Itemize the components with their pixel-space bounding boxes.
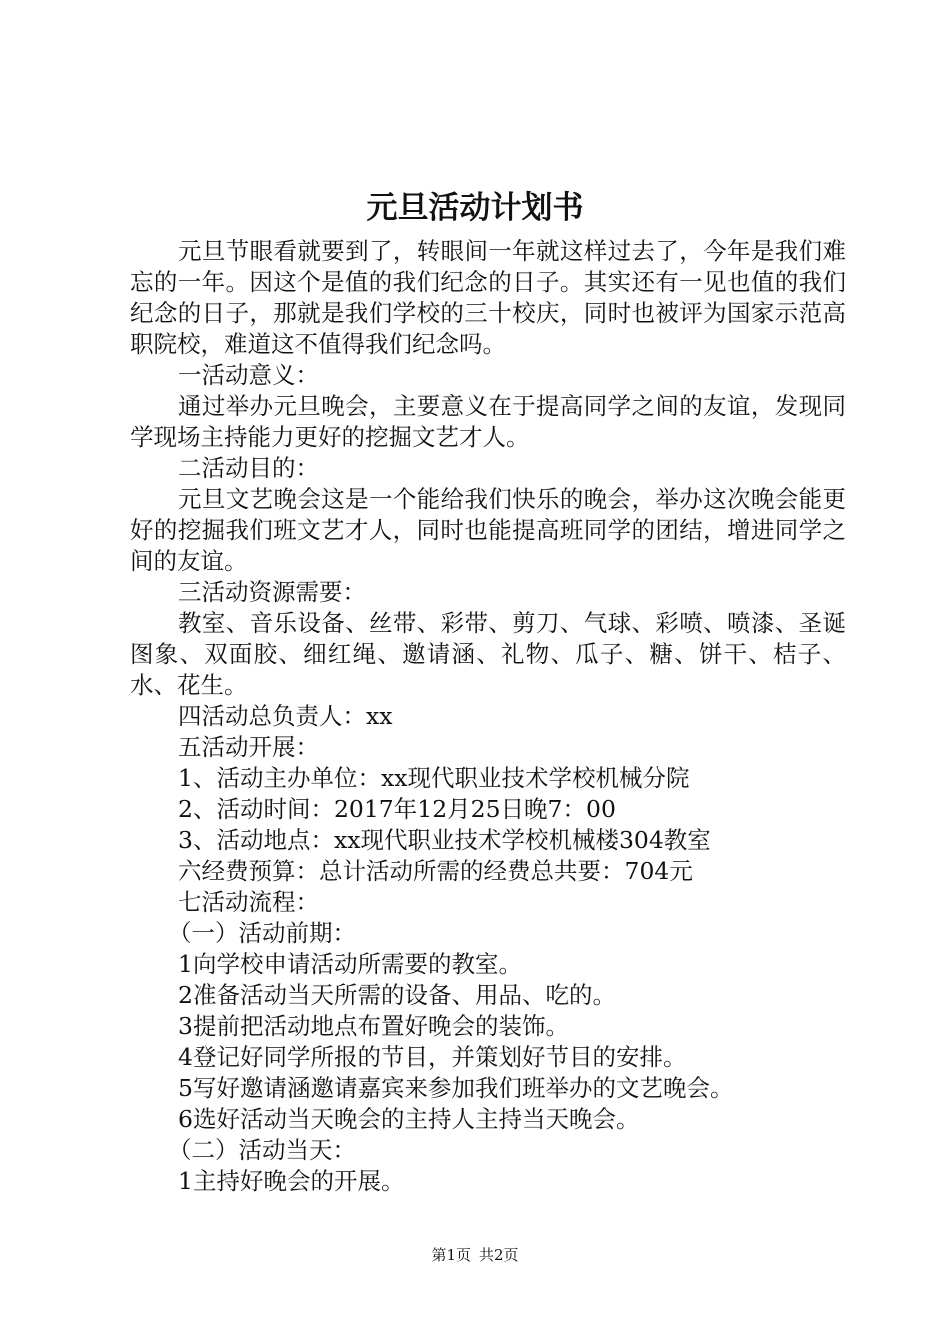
process-item: 4登记好同学所报的节目，并策划好节目的安排。 xyxy=(178,1043,687,1071)
section-heading-person-in-charge: 四活动总负责人：xx xyxy=(178,702,393,730)
section-heading-resources: 三活动资源需要： xyxy=(178,578,366,606)
section-heading-budget: 六经费预算：总计活动所需的经费总共要：704元 xyxy=(178,857,693,885)
section-text-significance: 通过举办元旦晚会，主要意义在于提高同学之间的友谊，发现同学现场主持能力更好的挖掘文艺才人。 xyxy=(130,392,846,451)
document-title: 元旦活动计划书 xyxy=(366,190,584,226)
activity-item-time: 2、活动时间：2017年12月25日晚7：00 xyxy=(178,795,616,823)
process-item: 5写好邀请涵邀请嘉宾来参加我们班举办的文艺晚会。 xyxy=(178,1074,734,1102)
process-item: 3提前把活动地点布置好晚会的装饰。 xyxy=(178,1012,569,1040)
section-heading-significance: 一活动意义： xyxy=(178,361,319,389)
process-item: 2准备活动当天所需的设备、用品、吃的。 xyxy=(178,981,616,1009)
document-body xyxy=(130,236,846,1197)
section-heading-purpose: 二活动目的： xyxy=(178,454,319,482)
process-phase-heading-day: （二）活动当天： xyxy=(168,1136,356,1164)
section-text-purpose: 元旦文艺晚会这是一个能给我们快乐的晚会，举办这次晚会能更好的挖掘我们班文艺才人，同时也能提高班同学的团结，增进同学之间的友谊。 xyxy=(130,485,846,575)
section-heading-process: 七活动流程： xyxy=(178,888,319,916)
section-text-resources: 教室、音乐设备、丝带、彩带、剪刀、气球、彩喷、喷漆、圣诞图象、双面胶、细红绳、邀请涵、礼物、瓜子、糖、饼干、桔子、水、花生。 xyxy=(130,609,846,699)
process-phase-heading-before: （一）活动前期： xyxy=(168,919,356,947)
activity-item-organizer: 1、活动主办单位：xx现代职业技术学校机械分院 xyxy=(178,764,690,792)
page-footer xyxy=(0,1244,950,1266)
page-number: 第1页 xyxy=(431,1246,471,1264)
page-total: 共2页 xyxy=(479,1246,519,1264)
intro-paragraph: 元旦节眼看就要到了，转眼间一年就这样过去了，今年是我们难忘的一年。因这个是值的我们纪念的日子。其实还有一见也值的我们纪念的日子，那就是我们学校的三十校庆，同时也被评为国家示范高职院校，难道这不值得我们纪念吗。 xyxy=(130,237,846,358)
process-item: 1主持好晚会的开展。 xyxy=(178,1167,405,1195)
process-item: 6选好活动当天晚会的主持人主持当天晚会。 xyxy=(178,1105,640,1133)
section-heading-activity: 五活动开展： xyxy=(178,733,319,761)
process-item: 1向学校申请活动所需要的教室。 xyxy=(178,950,522,978)
activity-item-location: 3、活动地点：xx现代职业技术学校机械楼304教室 xyxy=(178,826,711,854)
